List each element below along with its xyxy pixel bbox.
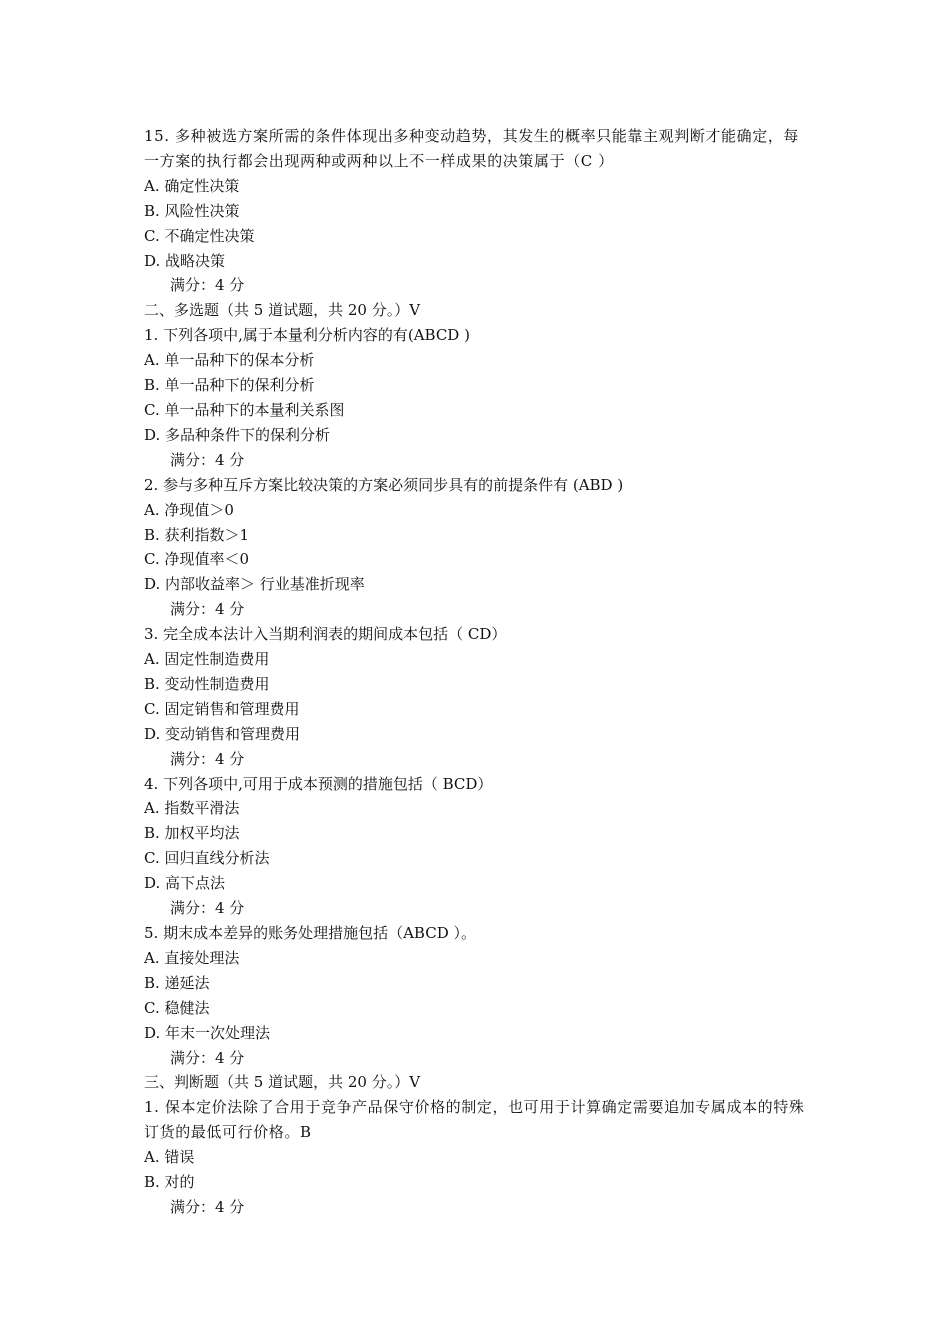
option-item: C. 不确定性决策 bbox=[144, 226, 255, 245]
question-block bbox=[144, 1095, 812, 1220]
score-line: 满分：4 分 bbox=[170, 1197, 245, 1216]
option-item: B. 递延法 bbox=[144, 973, 210, 992]
option-item: B. 对的 bbox=[144, 1173, 195, 1192]
option-item: D. 多品种条件下的保利分析 bbox=[144, 425, 331, 444]
option-item: B. 加权平均法 bbox=[144, 824, 240, 843]
document-page bbox=[144, 124, 812, 1220]
option-item: B. 单一品种下的保利分析 bbox=[144, 376, 315, 395]
question-block bbox=[144, 323, 812, 472]
question-block bbox=[144, 921, 812, 1070]
score-line: 满分：4 分 bbox=[170, 1048, 245, 1067]
option-item: B. 变动性制造费用 bbox=[144, 674, 270, 693]
question-block bbox=[144, 473, 812, 622]
option-item: A. 净现值＞0 bbox=[144, 500, 234, 519]
option-item: A. 直接处理法 bbox=[144, 948, 240, 967]
option-item: B. 风险性决策 bbox=[144, 201, 240, 220]
option-item: C. 稳健法 bbox=[144, 998, 210, 1017]
option-item: D. 战略决策 bbox=[144, 251, 226, 270]
section-heading: 三、判断题（共 5 道试题，共 20 分。）V bbox=[144, 1073, 421, 1092]
option-item: D. 变动销售和管理费用 bbox=[144, 724, 301, 743]
question-block bbox=[144, 124, 812, 298]
question-title: 1. 下列各项中,属于本量利分析内容的有(ABCD ) bbox=[144, 326, 470, 345]
question-title: 3. 完全成本法计入当期利润表的期间成本包括（ CD） bbox=[144, 625, 507, 644]
score-line: 满分：4 分 bbox=[170, 899, 245, 918]
score-line: 满分：4 分 bbox=[170, 276, 245, 295]
option-item: A. 错误 bbox=[144, 1148, 195, 1167]
option-item: A. 指数平滑法 bbox=[144, 799, 240, 818]
question-title: 1. 保本定价法除了合用于竞争产品保守价格的制定，也可用于计算确定需要追加专属成本的特殊订货的最低可行价格。B bbox=[144, 1098, 805, 1142]
option-item: D. 年末一次处理法 bbox=[144, 1023, 271, 1042]
option-item: A. 单一品种下的保本分析 bbox=[144, 351, 315, 370]
question-title: 5. 期末成本差异的账务处理措施包括（ABCD ）。 bbox=[144, 924, 476, 942]
option-item: B. 获利指数＞1 bbox=[144, 525, 250, 544]
option-item: D. 高下点法 bbox=[144, 874, 226, 893]
option-item: C. 单一品种下的本量利关系图 bbox=[144, 400, 345, 419]
option-item: A. 固定性制造费用 bbox=[144, 650, 270, 669]
question-title: 2. 参与多种互斥方案比较决策的方案必须同步具有的前提条件有 (ABD ) bbox=[144, 475, 624, 494]
option-item: C. 固定销售和管理费用 bbox=[144, 699, 300, 718]
question-title: 15. 多种被选方案所需的条件体现出多种变动趋势，其发生的概率只能靠主观判断才能确定，每一方案的执行都会出现两种或两种以上不一样成果的决策属于（C ） bbox=[144, 127, 800, 170]
score-line: 满分：4 分 bbox=[170, 450, 245, 469]
score-line: 满分：4 分 bbox=[170, 600, 245, 619]
question-title: 4. 下列各项中,可用于成本预测的措施包括（ BCD） bbox=[144, 774, 493, 793]
option-item: D. 内部收益率＞ 行业基准折现率 bbox=[144, 575, 365, 594]
question-block bbox=[144, 622, 812, 771]
option-item: C. 回归直线分析法 bbox=[144, 849, 270, 868]
score-line: 满分：4 分 bbox=[170, 749, 245, 768]
section-heading: 二、多选题（共 5 道试题，共 20 分。）V bbox=[144, 301, 421, 320]
option-item: A. 确定性决策 bbox=[144, 176, 240, 195]
question-block bbox=[144, 772, 812, 921]
option-item: C. 净现值率＜0 bbox=[144, 550, 250, 569]
